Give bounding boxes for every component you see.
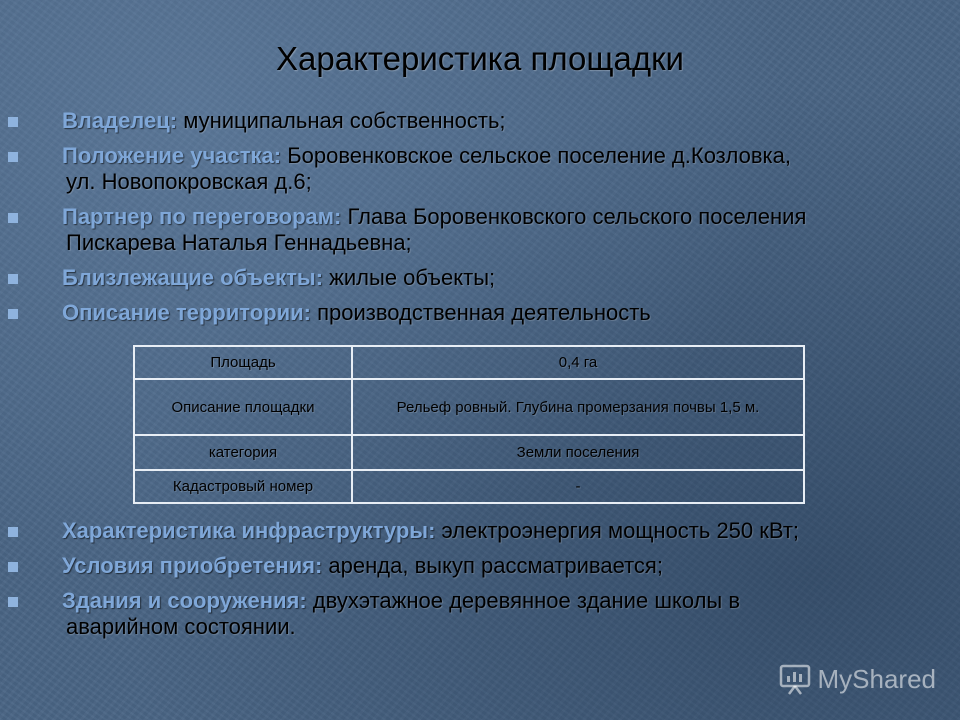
bullet-text: двухэтажное деревянное здание школы в [306,588,741,613]
bullet-item-owner [0,108,960,134]
table-cell-value: 0,4 га [352,346,804,379]
bullet-list-bottom [0,518,960,649]
bullet-text: Глава Боровенковского сельского поселения [341,204,807,229]
table-cell-label: Кадастровый номер [134,470,352,503]
bullet-item-nearby [0,265,960,291]
table-row [134,346,804,379]
bullet-text: муниципальная собственность; [177,108,506,133]
bullet-text-continuation: Пискарева Наталья Геннадьевна; [66,230,412,255]
watermark [778,662,937,696]
watermark-text: MyShared [817,663,936,694]
bullet-item-territory [0,300,960,326]
bullet-key: Партнер по переговорам: [62,204,342,229]
bullet-key: Положение участка: [62,143,282,168]
bullet-key: Характеристика инфраструктуры: [62,518,436,543]
bullet-item-buildings [0,588,960,640]
bullet-item-partner [0,204,960,256]
square-bullet-icon [8,213,18,223]
bullet-text: Боровенковское сельское поселение д.Козловка, [281,143,791,168]
square-bullet-icon [8,274,18,284]
slide-title: Характеристика площадки [276,40,684,77]
bullet-item-acquisition [0,553,960,579]
bullet-item-infrastructure [0,518,960,544]
bullet-key: Близлежащие объекты: [62,265,324,290]
table-row [134,470,804,503]
bullet-key: Здания и сооружения: [62,588,307,613]
bullet-text: жилые объекты; [323,265,496,290]
table-cell-value: - [352,470,804,503]
bullet-text-continuation: аварийном состоянии. [66,614,296,639]
site-info-table [133,345,805,504]
bullet-key: Описание территории: [62,300,311,325]
bullet-text: электроэнергия мощность 250 кВт; [435,518,800,543]
square-bullet-icon [8,597,18,607]
table-cell-label: Площадь [134,346,352,379]
square-bullet-icon [8,152,18,162]
table-row [134,379,804,435]
presentation-board-icon [778,662,812,696]
bullet-text: аренда, выкуп рассматривается; [322,553,663,578]
table-cell-label: категория [134,435,352,470]
bullet-item-location [0,143,960,195]
table-row [134,435,804,470]
bullet-text: производственная деятельность [310,300,651,325]
table-cell-label: Описание площадки [134,379,352,435]
square-bullet-icon [8,309,18,319]
bullet-text-continuation: ул. Новопокровская д.6; [66,169,312,194]
square-bullet-icon [8,562,18,572]
square-bullet-icon [8,117,18,127]
bullet-key: Владелец: [62,108,178,133]
bullet-list-top [0,108,960,335]
bullet-key: Условия приобретения: [62,553,323,578]
table-cell-value: Земли поселения [352,435,804,470]
table-cell-value: Рельеф ровный. Глубина промерзания почвы 1,5 м. [352,379,804,435]
square-bullet-icon [8,527,18,537]
